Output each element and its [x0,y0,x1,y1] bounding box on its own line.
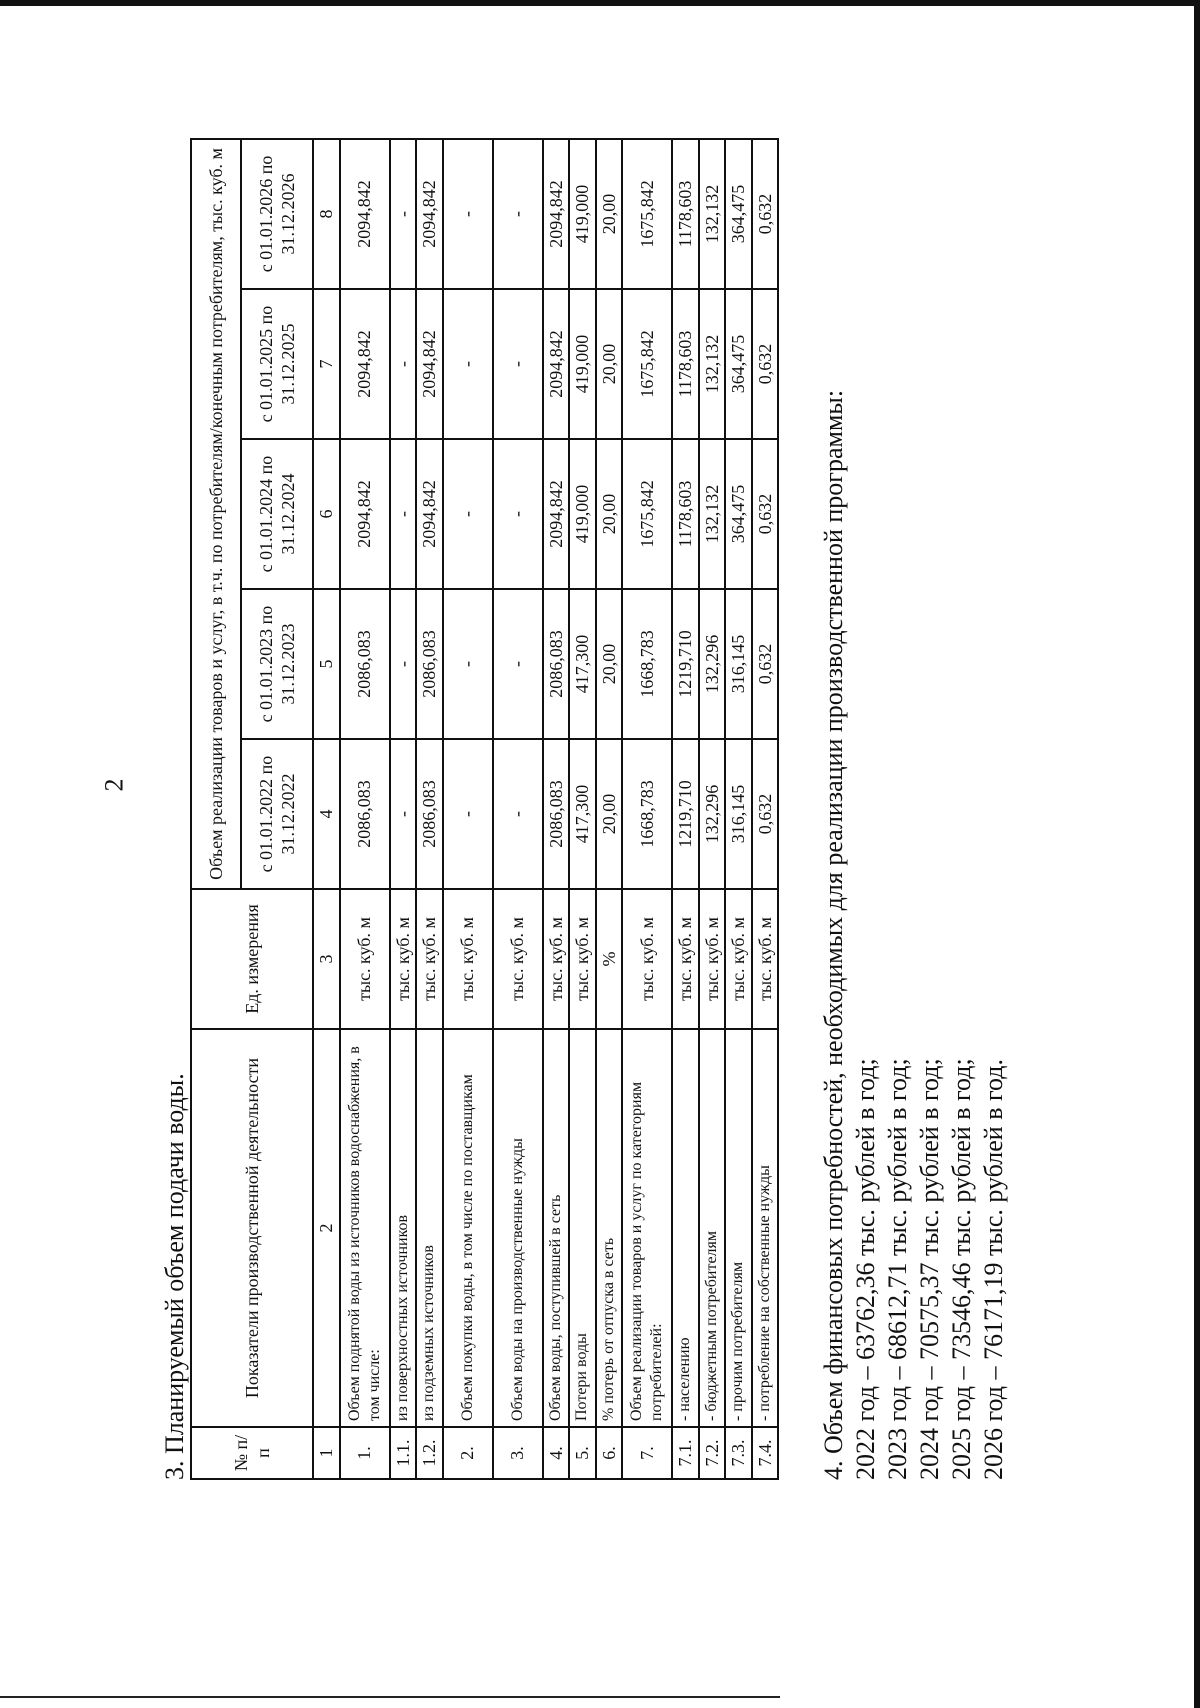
row-value: 2086,083 [416,739,443,889]
row-value: 0,632 [752,589,779,739]
row-value: 1675,842 [622,289,672,439]
row-value: 132,296 [699,739,726,889]
header-period-2025: с 01.01.2025 по 31.12.2025 [241,289,313,439]
row-value: 1675,842 [622,139,672,289]
row-value: 1178,603 [672,139,699,289]
header-num: № п/п [191,1427,313,1479]
col-number: 8 [313,139,340,289]
row-indicator: - прочим потребителям [725,1029,752,1427]
finance-line-2024: 2024 год – 70575,37 тыс. рублей в год; [915,1058,944,1480]
finance-line-2026: 2026 год – 76171,19 тыс. рублей в год. [979,1059,1008,1480]
header-period-2023: с 01.01.2023 по 31.12.2023 [241,589,313,739]
row-value: 2094,842 [340,439,390,589]
table-row [443,139,493,1479]
table-row [699,139,726,1479]
row-value: 316,145 [725,739,752,889]
row-value: 20,00 [596,289,623,439]
row-unit: тыс. куб. м [622,889,672,1029]
row-indicator: Объем воды на производственные нужды [493,1029,543,1427]
row-value: - [443,139,493,289]
row-value: 2086,083 [340,589,390,739]
col-number: 3 [313,889,340,1029]
row-value: - [443,289,493,439]
header-indicator: Показатели производственной деятельности [191,1029,313,1427]
row-value: 2086,083 [543,589,570,739]
row-indicator: Объем покупки воды, в том числе по поставщикам [443,1029,493,1427]
row-value: - [390,439,417,589]
row-value: 20,00 [596,439,623,589]
row-value: 2094,842 [416,289,443,439]
row-value: 0,632 [752,289,779,439]
row-indicator: из подземных источников [416,1029,443,1427]
section3-title: 3. Планируемый объем подачи воды. [160,1073,189,1480]
row-unit: тыс. куб. м [725,889,752,1029]
table-row [672,139,699,1479]
table-row [340,139,390,1479]
table-row [390,139,417,1479]
col-number: 1 [313,1427,340,1479]
row-value: 0,632 [752,739,779,889]
row-number: 7.1. [672,1427,699,1479]
row-indicator: из поверхностных источников [390,1029,417,1427]
row-value: 0,632 [752,439,779,589]
row-value: 20,00 [596,589,623,739]
row-indicator: Объем воды, поступившей в сеть [543,1029,570,1427]
rotated-page-content [0,140,1060,1480]
row-number: 1.2. [416,1427,443,1479]
row-value: 1675,842 [622,439,672,589]
row-value: 2094,842 [543,289,570,439]
col-number: 2 [313,1029,340,1427]
row-unit: тыс. куб. м [493,889,543,1029]
row-value: - [390,289,417,439]
section4-title: 4. Объем финансовых потребностей, необходимых для реализации производственной программы: [819,389,848,1480]
row-indicator: - потребление на собственные нужды [752,1029,779,1427]
row-value: 2094,842 [340,289,390,439]
row-value: 316,145 [725,589,752,739]
row-value: 417,300 [569,589,596,739]
finance-line-2023: 2023 год – 68612,71 тыс. рублей в год; [883,1058,912,1480]
header-period-2024: с 01.01.2024 по 31.12.2024 [241,439,313,589]
row-value: 1668,783 [622,739,672,889]
table-row [416,139,443,1479]
table-row [493,139,543,1479]
header-unit: Ед. измерения [191,889,313,1029]
section4-financial-needs [818,390,1010,1480]
row-unit: тыс. куб. м [416,889,443,1029]
row-number: 1.1. [390,1427,417,1479]
row-value: 132,132 [699,289,726,439]
row-value: 364,475 [725,139,752,289]
row-number: 7. [622,1427,672,1479]
col-number: 6 [313,439,340,589]
header-volume-group: Объем реализации товаров и услуг, в т.ч. по потребителям/конечным потребителям, тыс. куб. м [191,139,241,889]
row-number: 3. [493,1427,543,1479]
row-value: 417,300 [569,739,596,889]
col-number: 7 [313,289,340,439]
row-number: 7.3. [725,1427,752,1479]
row-value: 364,475 [725,439,752,589]
row-value: - [390,739,417,889]
row-value: 419,000 [569,439,596,589]
scan-line-bottom [0,1696,780,1698]
row-indicator: Объем реализации товаров и услуг по категориям потребителей: [622,1029,672,1427]
row-value: - [493,739,543,889]
row-unit: тыс. куб. м [390,889,417,1029]
row-value: 2086,083 [416,589,443,739]
row-value: - [443,739,493,889]
row-unit: тыс. куб. м [699,889,726,1029]
row-value: - [443,589,493,739]
row-unit: % [596,889,623,1029]
row-indicator: - населению [672,1029,699,1427]
row-number: 5. [569,1427,596,1479]
row-value: 2094,842 [543,439,570,589]
row-value: 364,475 [725,289,752,439]
table-row [725,139,752,1479]
finance-line-2025: 2025 год – 73546,46 тыс. рублей в год; [947,1058,976,1480]
row-number: 6. [596,1427,623,1479]
row-value: 20,00 [596,139,623,289]
row-value: 132,132 [699,439,726,589]
table-row [752,139,779,1479]
row-number: 1. [340,1427,390,1479]
table-row [569,139,596,1479]
row-value: 1219,710 [672,589,699,739]
header-period-2026: с 01.01.2026 по 31.12.2026 [241,139,313,289]
row-value: 2094,842 [340,139,390,289]
scan-border-right [1194,0,1200,1708]
row-value: 132,132 [699,139,726,289]
page-number: 2 [99,778,129,792]
row-value: - [443,439,493,589]
row-number: 4. [543,1427,570,1479]
table-body [191,139,778,1479]
row-unit: тыс. куб. м [569,889,596,1029]
row-indicator: % потерь от отпуска в сеть [596,1029,623,1427]
row-unit: тыс. куб. м [443,889,493,1029]
row-unit: тыс. куб. м [752,889,779,1029]
row-value: 132,296 [699,589,726,739]
row-value: - [390,139,417,289]
row-value: 20,00 [596,739,623,889]
row-value: 2094,842 [543,139,570,289]
row-value: - [390,589,417,739]
scan-border-top [0,0,1200,6]
row-value: - [493,589,543,739]
row-value: 419,000 [569,289,596,439]
row-unit: тыс. куб. м [340,889,390,1029]
row-value: - [493,289,543,439]
finance-line-2022: 2022 год – 63762,36 тыс. рублей в год; [851,1058,880,1480]
row-indicator: Объем поднятой воды из источников водоснабжения, в том числе: [340,1029,390,1427]
table-row [622,139,672,1479]
row-number: 2. [443,1427,493,1479]
row-value: 2094,842 [416,439,443,589]
row-number: 7.2. [699,1427,726,1479]
row-value: 419,000 [569,139,596,289]
row-value: - [493,439,543,589]
row-value: 1178,603 [672,289,699,439]
row-value: 2086,083 [543,739,570,889]
row-unit: тыс. куб. м [672,889,699,1029]
header-period-2022: с 01.01.2022 по 31.12.2022 [241,739,313,889]
col-number: 4 [313,739,340,889]
row-unit: тыс. куб. м [543,889,570,1029]
row-value: 2086,083 [340,739,390,889]
table-row [596,139,623,1479]
row-value: 1219,710 [672,739,699,889]
row-value: 2094,842 [416,139,443,289]
water-supply-table [190,138,779,1480]
row-value: - [493,139,543,289]
row-number: 7.4. [752,1427,779,1479]
header-row-1 [191,139,241,1479]
column-number-row [313,139,340,1479]
row-indicator: Потери воды [569,1029,596,1427]
col-number: 5 [313,589,340,739]
row-indicator: - бюджетным потребителям [699,1029,726,1427]
row-value: 0,632 [752,139,779,289]
table-row [543,139,570,1479]
row-value: 1668,783 [622,589,672,739]
row-value: 1178,603 [672,439,699,589]
